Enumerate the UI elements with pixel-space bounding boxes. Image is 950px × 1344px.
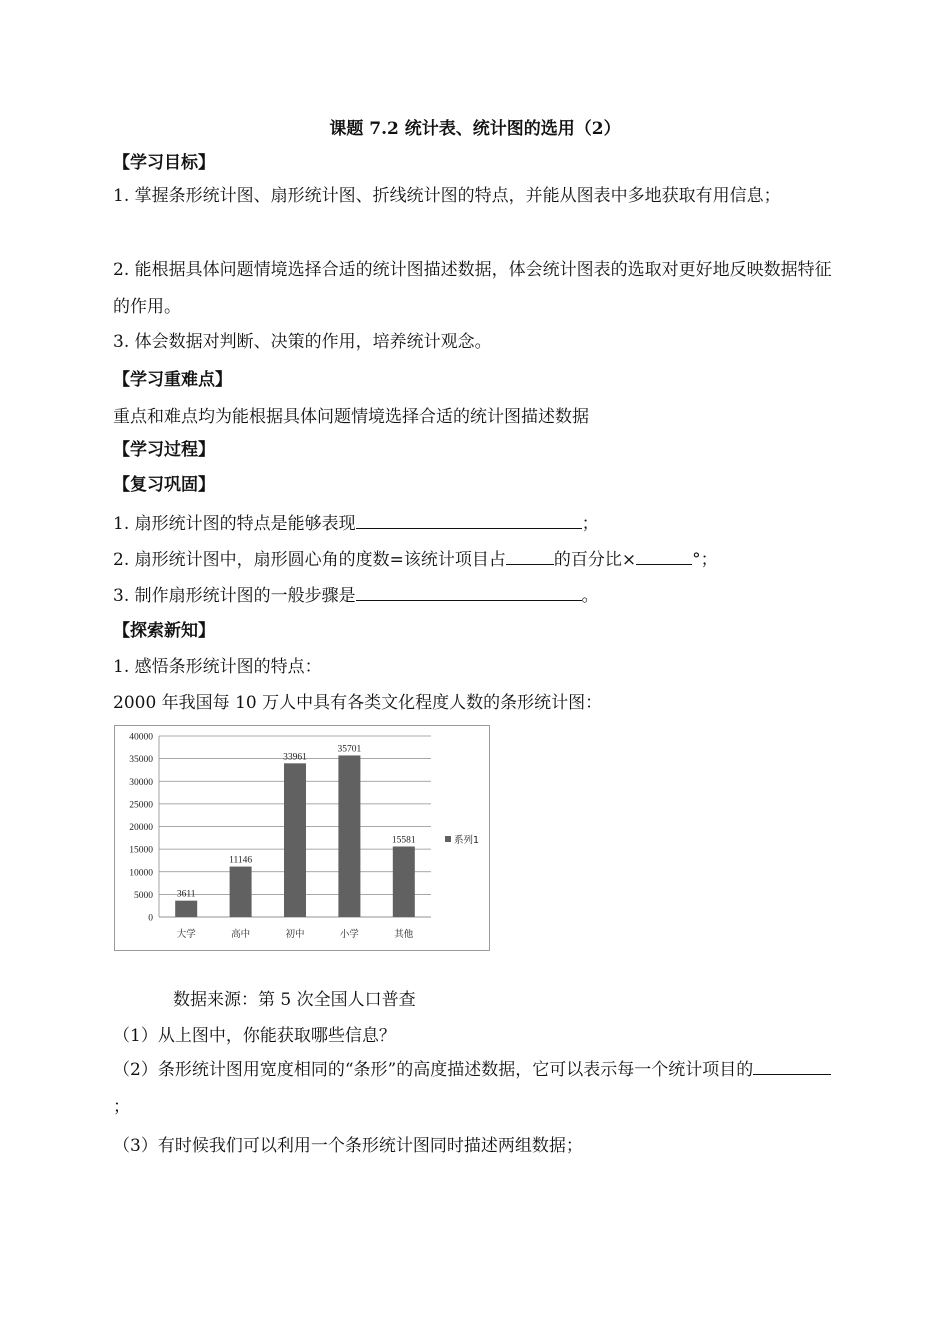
bar bbox=[338, 755, 360, 917]
fill-blank-4[interactable] bbox=[356, 582, 582, 601]
question-2 bbox=[113, 1052, 838, 1126]
y-tick-label: 20000 bbox=[129, 823, 153, 833]
bar bbox=[230, 867, 252, 917]
review-2-end: °； bbox=[692, 550, 718, 570]
review-1-end: ； bbox=[581, 514, 599, 534]
review-item-1 bbox=[113, 510, 599, 536]
review-item-2 bbox=[113, 546, 718, 572]
y-tick-label: 40000 bbox=[129, 732, 153, 743]
x-tick-label: 大学 bbox=[176, 929, 196, 940]
data-label: 15581 bbox=[391, 835, 416, 846]
question-3: （3）有时候我们可以利用一个条形统计图同时描述两组数据； bbox=[113, 1136, 583, 1156]
bar bbox=[284, 763, 306, 917]
data-label: 35701 bbox=[337, 744, 362, 755]
y-tick-label: 35000 bbox=[129, 755, 153, 766]
legend-swatch bbox=[445, 836, 451, 842]
question-2-end: ； bbox=[113, 1097, 130, 1117]
chart-caption: 2000 年我国每 10 万人中具有各类文化程度人数的条形统计图： bbox=[113, 693, 603, 713]
objective-1: 1. 掌握条形统计图、扇形统计图、折线统计图的特点，并能从图表中多地获取有用信息； bbox=[113, 186, 781, 206]
y-tick-label: 0 bbox=[148, 913, 153, 924]
y-tick-label: 10000 bbox=[129, 868, 153, 879]
fill-blank-3[interactable] bbox=[636, 546, 692, 565]
legend-label: 系列1 bbox=[454, 835, 480, 846]
bar bbox=[175, 901, 197, 917]
bar-chart bbox=[114, 725, 490, 951]
bar-chart-svg bbox=[115, 726, 489, 950]
review-3-text: 3. 制作扇形统计图的一般步骤是 bbox=[113, 586, 356, 606]
x-tick-label: 高中 bbox=[231, 929, 251, 940]
y-tick-label: 5000 bbox=[134, 890, 153, 901]
data-label: 33961 bbox=[283, 752, 307, 763]
question-2-text: （2）条形统计图用宽度相同的“条形”的高度描述数据，它可以表示每一个统计项目的 bbox=[113, 1060, 754, 1080]
fill-blank-1[interactable] bbox=[356, 510, 582, 529]
objectives-heading: 【学习目标】 bbox=[113, 153, 215, 173]
objective-2: 2. 能根据具体问题情境选择合适的统计图描述数据，体会统计图表的选取对更好地反映数据特征的作用。 bbox=[113, 260, 832, 317]
y-tick-label: 15000 bbox=[129, 845, 153, 856]
bar bbox=[393, 846, 415, 917]
key-points-text: 重点和难点均为能根据具体问题情境选择合适的统计图描述数据 bbox=[113, 407, 589, 427]
review-3-end: 。 bbox=[581, 586, 599, 606]
key-points-heading: 【学习重难点】 bbox=[113, 370, 232, 390]
process-heading: 【学习过程】 bbox=[113, 440, 215, 460]
question-1: （1）从上图中，你能获取哪些信息？ bbox=[113, 1026, 396, 1046]
data-label: 3611 bbox=[176, 889, 196, 900]
x-tick-label: 其他 bbox=[394, 929, 414, 940]
y-tick-label: 30000 bbox=[129, 777, 153, 788]
review-heading: 【复习巩固】 bbox=[113, 475, 215, 495]
x-tick-label: 小学 bbox=[339, 929, 359, 940]
y-tick-label: 25000 bbox=[129, 800, 153, 811]
review-1-text: 1. 扇形统计图的特点是能够表现 bbox=[113, 514, 356, 534]
explore-heading: 【探索新知】 bbox=[113, 621, 215, 641]
fill-blank-2[interactable] bbox=[506, 546, 554, 565]
page-title: 课题 7.2 统计表、统计图的选用（2） bbox=[329, 119, 621, 139]
review-2-text: 2. 扇形统计图中，扇形圆心角的度数=该统计项目占 bbox=[113, 550, 506, 570]
data-source: 数据来源：第 5 次全国人口普查 bbox=[173, 990, 416, 1010]
objective-3: 3. 体会数据对判断、决策的作用，培养统计观念。 bbox=[113, 332, 492, 352]
fill-blank-5[interactable] bbox=[753, 1056, 831, 1075]
x-tick-label: 初中 bbox=[285, 929, 305, 940]
review-item-3 bbox=[113, 582, 599, 608]
data-label: 11146 bbox=[229, 855, 253, 866]
explore-1: 1. 感悟条形统计图的特点： bbox=[113, 657, 322, 677]
review-2-mid: 的百分比× bbox=[553, 550, 637, 570]
